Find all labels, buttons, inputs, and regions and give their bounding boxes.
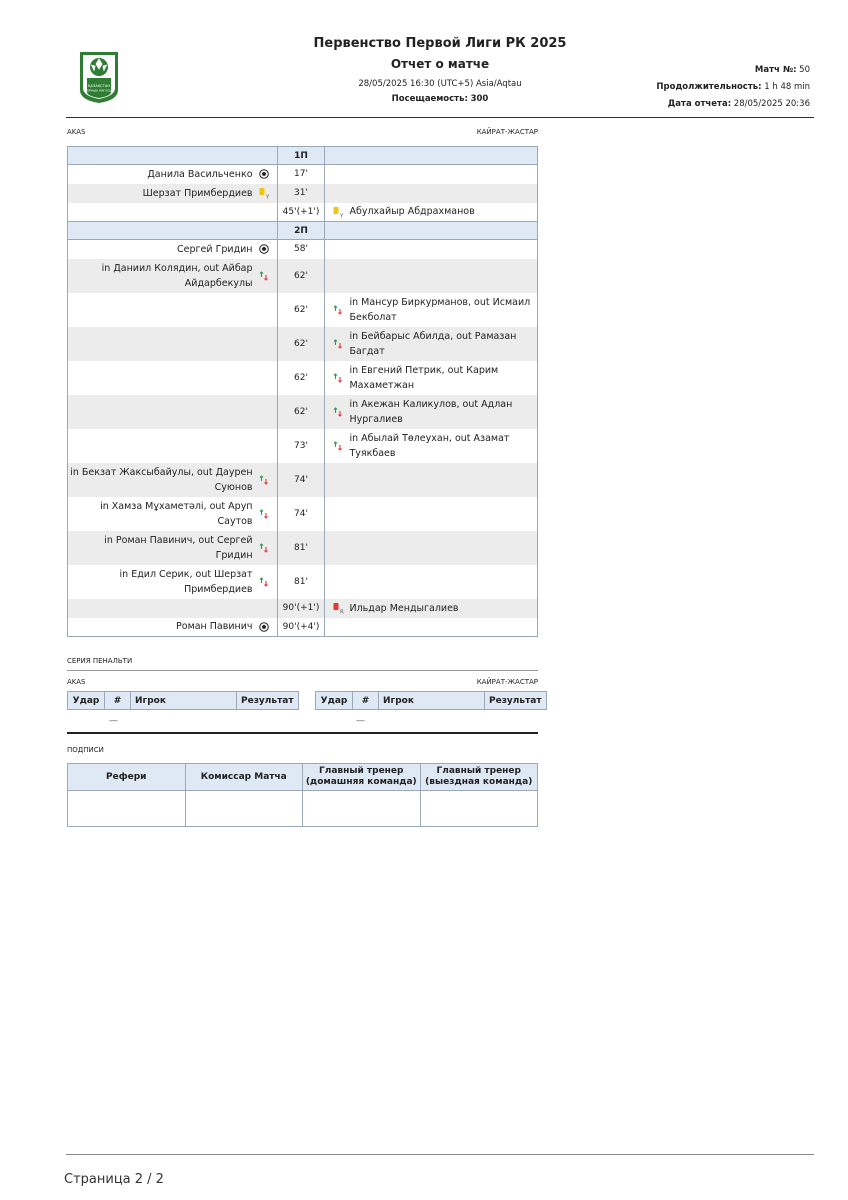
event-away-cell: [325, 361, 538, 395]
period-away-cell: [325, 222, 538, 240]
event-home-cell: [68, 327, 278, 361]
match-number-value: 50: [799, 65, 810, 75]
event-minute: 17': [277, 165, 325, 184]
pen-col-result: Результат: [485, 692, 547, 710]
penalties-label: СЕРИЯ ПЕНАЛЬТИ: [67, 657, 133, 665]
event-away-cell: [325, 599, 538, 618]
event-away-cell: [325, 184, 538, 203]
event-home-cell: [68, 203, 278, 222]
sign-away-coach: Главный тренер (выездная команда): [420, 764, 538, 791]
event-minute: 90'(+1'): [277, 599, 325, 618]
footer-divider: [66, 1154, 814, 1155]
logo-text-1: ҚАЗАҚСТАН: [87, 84, 111, 88]
event-home-cell: [68, 361, 278, 395]
penalties-home-table: [67, 691, 299, 710]
svg-text:Y: Y: [340, 213, 344, 218]
duration-value: 1 h 48 min: [764, 82, 810, 92]
substitution-icon: [331, 405, 345, 419]
event-away-text: in Мансур Биркурманов, out Исмаил Бекболат: [349, 296, 531, 323]
duration-label: Продолжительность:: [656, 82, 762, 92]
match-datetime: 28/05/2025 16:30 (UTC+5) Asia/Aqtau: [358, 79, 522, 89]
event-minute: 73': [277, 429, 325, 463]
event-minute: 58': [277, 240, 325, 259]
page-subtitle: Отчет о матче: [390, 57, 490, 71]
substitution-icon: [257, 269, 271, 283]
event-row: [68, 184, 538, 203]
event-away-cell: [325, 497, 538, 531]
event-away-cell: [325, 531, 538, 565]
event-row: [68, 203, 538, 222]
page-title: Первенство Первой Лиги РК 2025: [313, 36, 567, 51]
substitution-icon: [257, 541, 271, 555]
event-minute: 31': [277, 184, 325, 203]
substitution-icon: [331, 303, 345, 317]
pen-col-player: Игрок: [379, 692, 485, 710]
yellow-card-icon: [257, 186, 271, 200]
substitution-icon: [257, 473, 271, 487]
event-minute: 45'(+1'): [277, 203, 325, 222]
penalties-away-table: [315, 691, 547, 710]
event-home-text: Данила Васильченко: [147, 168, 253, 180]
event-row: [68, 293, 538, 327]
event-minute: 62': [277, 395, 325, 429]
page-number: Страница 2 / 2: [64, 1172, 164, 1187]
event-row: [68, 565, 538, 599]
pen-col-result: Результат: [237, 692, 299, 710]
event-home-cell: [68, 618, 278, 637]
event-away-text: in Абылай Төлеухан, out Азамат Туякбаев: [349, 432, 510, 459]
event-home-cell: [68, 395, 278, 429]
event-away-cell: [325, 429, 538, 463]
substitution-icon: [257, 507, 271, 521]
signatures-table: [67, 763, 538, 827]
period-label: 2П: [277, 222, 325, 240]
event-row: [68, 531, 538, 565]
event-home-cell: [68, 531, 278, 565]
event-row: [68, 497, 538, 531]
event-row: [68, 463, 538, 497]
pen-col-player: Игрок: [131, 692, 237, 710]
penalties-home-team: AKAS: [67, 678, 86, 686]
report-header: [66, 32, 814, 118]
penalties-home-empty: —: [109, 716, 118, 726]
sign-referee-box: [68, 791, 186, 827]
period-home-cell: [68, 222, 278, 240]
pen-col-shot: Удар: [68, 692, 105, 710]
event-home-text: in Едил Серик, out Шерзат Примбердиев: [119, 568, 253, 595]
event-minute: 74': [277, 463, 325, 497]
event-home-text: Шерзат Примбердиев: [142, 187, 253, 199]
goal-icon: [257, 620, 271, 634]
red-card-icon: [331, 601, 345, 615]
attendance-label: Посещаемость:: [391, 94, 468, 104]
event-row: [68, 618, 538, 637]
penalties-teams-row: [67, 678, 538, 686]
yellow-card-icon: [331, 205, 345, 219]
event-row: [68, 395, 538, 429]
events-table: [67, 146, 538, 637]
event-row: [68, 327, 538, 361]
signatures-label: ПОДПИСИ: [67, 746, 104, 754]
event-away-text: in Акежан Каликулов, out Адлан Нургалиев: [349, 398, 513, 425]
event-home-cell: [68, 599, 278, 618]
report-date-label: Дата отчета:: [667, 99, 732, 109]
event-home-cell: [68, 565, 278, 599]
report-date-value: 28/05/2025 20:36: [733, 99, 810, 109]
event-away-text: in Евгений Петрик, out Карим Махаметжан: [349, 364, 499, 391]
goal-icon: [257, 242, 271, 256]
match-number-label: Матч №:: [754, 65, 797, 75]
event-minute: 62': [277, 259, 325, 293]
event-home-cell: [68, 240, 278, 259]
event-minute: 62': [277, 293, 325, 327]
pen-col-number: #: [353, 692, 379, 710]
event-row: [68, 429, 538, 463]
goal-icon: [257, 167, 271, 181]
svg-text:R: R: [340, 609, 345, 614]
event-away-text: Ильдар Мендыгалиев: [349, 602, 459, 614]
period-away-cell: [325, 147, 538, 165]
event-away-cell: [325, 395, 538, 429]
substitution-icon: [331, 337, 345, 351]
substitution-icon: [331, 371, 345, 385]
event-home-cell: [68, 165, 278, 184]
sign-commissioner-box: [185, 791, 303, 827]
period-row: [68, 222, 538, 240]
pen-col-shot: Удар: [316, 692, 353, 710]
penalties-away-team: КАЙРАТ-ЖАСТАР: [476, 678, 538, 686]
event-away-cell: [325, 565, 538, 599]
period-label: 1П: [277, 147, 325, 165]
period-home-cell: [68, 147, 278, 165]
event-home-cell: [68, 463, 278, 497]
event-minute: 62': [277, 327, 325, 361]
event-home-text: in Роман Павинич, out Сергей Гридин: [104, 534, 253, 561]
sign-referee: Рефери: [68, 764, 186, 791]
logo-text-2: БІРІНШІ ЛИГАСЫ: [85, 88, 113, 93]
home-team-name: AKAS: [67, 128, 86, 136]
event-away-cell: [325, 240, 538, 259]
event-home-text: in Бекзат Жаксыбайулы, out Даурен Суюнов: [70, 466, 253, 493]
event-home-text: Роман Павинич: [176, 621, 253, 633]
event-row: [68, 165, 538, 184]
sign-commissioner: Комиссар Матча: [185, 764, 303, 791]
event-home-cell: [68, 497, 278, 531]
event-row: [68, 599, 538, 618]
sign-away-coach-box: [420, 791, 538, 827]
event-home-text: Сергей Гридин: [177, 243, 253, 255]
event-home-cell: [68, 184, 278, 203]
event-minute: 90'(+4'): [277, 618, 325, 637]
match-meta: [656, 62, 810, 113]
event-row: [68, 361, 538, 395]
event-home-cell: [68, 429, 278, 463]
event-away-cell: [325, 293, 538, 327]
event-away-text: Абулхайыр Абдрахманов: [349, 206, 475, 218]
period-row: [68, 147, 538, 165]
substitution-icon: [257, 575, 271, 589]
event-home-text: in Хамза Мұхаметәлі, out Аруп Саутов: [100, 500, 253, 527]
attendance-value: 300: [470, 94, 489, 104]
event-minute: 81': [277, 531, 325, 565]
event-row: [68, 240, 538, 259]
event-home-cell: [68, 259, 278, 293]
penalties-away-empty: —: [356, 716, 365, 726]
event-minute: 74': [277, 497, 325, 531]
event-home-cell: [68, 293, 278, 327]
teams-row: [67, 128, 538, 136]
substitution-icon: [331, 439, 345, 453]
divider: [67, 670, 538, 671]
sign-home-coach: Главный тренер (домашняя команда): [303, 764, 421, 791]
event-away-text: in Бейбарыс Абилда, out Рамазан Багдат: [349, 330, 517, 357]
event-away-cell: [325, 618, 538, 637]
event-minute: 62': [277, 361, 325, 395]
event-away-cell: [325, 327, 538, 361]
event-away-cell: [325, 463, 538, 497]
pen-col-number: #: [105, 692, 131, 710]
sign-home-coach-box: [303, 791, 421, 827]
event-away-cell: [325, 165, 538, 184]
event-away-cell: [325, 203, 538, 222]
event-away-cell: [325, 259, 538, 293]
away-team-name: КАЙРАТ-ЖАСТАР: [476, 128, 538, 136]
event-home-text: in Даниил Колядин, out Айбар Айдарбекулы: [101, 262, 253, 289]
event-row: [68, 259, 538, 293]
svg-text:Y: Y: [265, 194, 269, 199]
divider-dark: [67, 732, 538, 734]
event-minute: 81': [277, 565, 325, 599]
